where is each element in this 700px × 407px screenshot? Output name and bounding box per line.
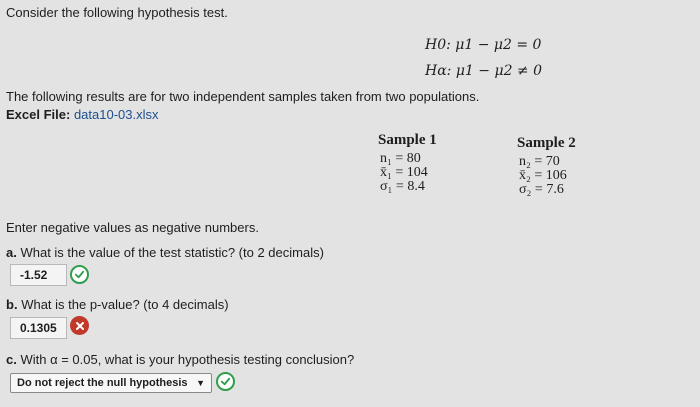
- conclusion-select[interactable]: [10, 373, 212, 393]
- question-a-text: What is the value of the test statistic? (to 2 decimals): [20, 245, 324, 260]
- question-b-letter: b.: [6, 297, 18, 312]
- check-circle-icon: [70, 265, 89, 284]
- question-c-letter: c.: [6, 352, 17, 367]
- sample-2-n: n₂ = 70: [519, 154, 560, 169]
- question-a: [6, 245, 324, 261]
- sample-1-n: n₁ = 80: [380, 151, 421, 166]
- sample-1-stats: [378, 133, 437, 194]
- excel-file-line: [6, 107, 159, 123]
- answer-a-field[interactable]: -1.52: [10, 264, 67, 286]
- question-b-text: What is the p-value? (to 4 decimals): [21, 297, 229, 312]
- excel-file-label: Excel File:: [6, 107, 71, 122]
- sample-1-title: Sample 1: [378, 132, 437, 148]
- conclusion-select-value: Do not reject the null hypothesis: [17, 377, 188, 389]
- sample-2-sigma: σ₂ = 7.6: [519, 182, 564, 197]
- intro-text: Consider the following hypothesis test.: [6, 5, 228, 20]
- sample-2-title: Sample 2: [517, 135, 576, 151]
- chevron-down-icon: ▼: [196, 378, 205, 388]
- x-circle-icon: [70, 316, 89, 335]
- instruction-text: Enter negative values as negative numbers.: [6, 220, 259, 235]
- check-circle-icon: [216, 372, 235, 391]
- sample-1-mean: x̄₁ = 104: [380, 165, 428, 180]
- description-text: The following results are for two independent samples taken from two populations.: [6, 89, 480, 104]
- sample-2-stats: [517, 136, 576, 197]
- null-hypothesis: H0: μ1 − μ2 = 0: [425, 37, 542, 53]
- sample-2-mean: x̄₂ = 106: [519, 168, 567, 183]
- alternative-hypothesis: Hα: μ1 − μ2 ≠ 0: [425, 63, 543, 79]
- question-a-letter: a.: [6, 245, 17, 260]
- question-c: [6, 352, 354, 368]
- question-c-text: With α = 0.05, what is your hypothesis testing conclusion?: [20, 352, 355, 367]
- excel-file-link[interactable]: data10-03.xlsx: [73, 107, 159, 122]
- sample-1-sigma: σ₁ = 8.4: [380, 179, 425, 194]
- answer-b-field[interactable]: 0.1305: [10, 317, 67, 339]
- question-b: [6, 297, 229, 313]
